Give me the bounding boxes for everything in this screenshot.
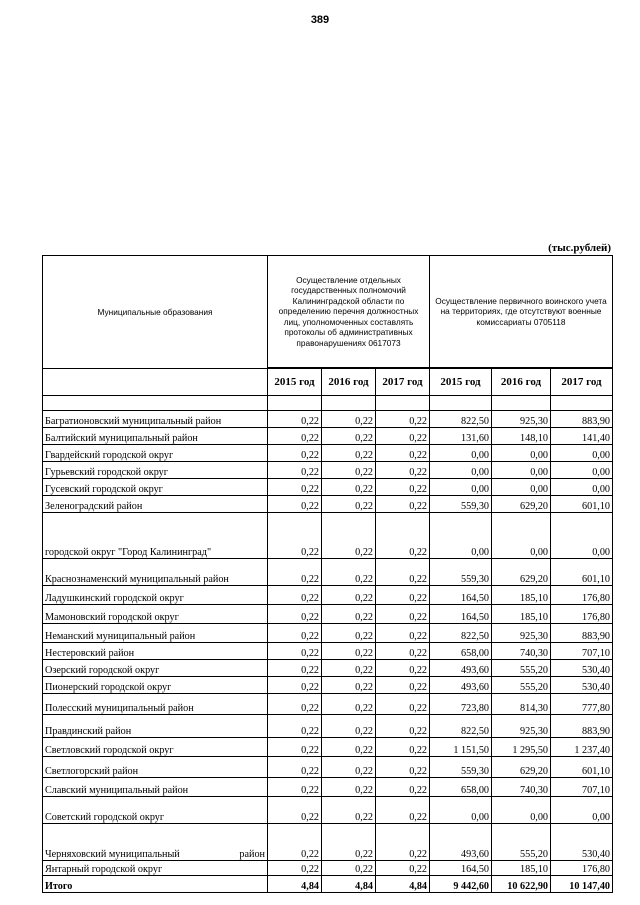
amount-cell: 629,20 — [492, 496, 551, 513]
amount-cell: 0,22 — [376, 660, 430, 677]
table-row — [43, 462, 613, 479]
amount-cell: 658,00 — [430, 778, 492, 797]
table-row — [43, 428, 613, 445]
amount-cell: 0,22 — [376, 586, 430, 605]
amount-cell: 0,22 — [268, 643, 322, 660]
table-row — [43, 677, 613, 694]
amount-cell: 176,80 — [551, 586, 613, 605]
municipality-name: Ладушкинский городской округ — [43, 586, 268, 605]
amount-cell: 0,22 — [322, 677, 376, 694]
amount-cell: 0,22 — [376, 445, 430, 462]
amount-cell: 814,30 — [492, 694, 551, 715]
amount-cell: 530,40 — [551, 824, 613, 861]
amount-cell: 0,22 — [322, 738, 376, 757]
municipality-name: городской округ "Город Калининград" — [43, 513, 268, 559]
amount-cell: 0,00 — [492, 445, 551, 462]
amount-cell: 0,22 — [322, 428, 376, 445]
amount-cell: 164,50 — [430, 861, 492, 876]
amount-cell: 0,22 — [268, 778, 322, 797]
amount-cell: 883,90 — [551, 411, 613, 428]
municipality-name: Правдинский район — [43, 715, 268, 738]
table-row — [43, 479, 613, 496]
amount-cell: 0,22 — [268, 411, 322, 428]
amount-cell: 0,22 — [268, 559, 322, 586]
amount-cell: 0,22 — [322, 643, 376, 660]
spacer-row — [43, 396, 613, 411]
total-row — [43, 876, 613, 893]
year-header: 2015 год — [268, 369, 322, 396]
amount-cell: 4,84 — [268, 876, 322, 893]
amount-cell: 559,30 — [430, 496, 492, 513]
amount-cell: 0,22 — [268, 738, 322, 757]
year-header-row — [43, 369, 613, 396]
amount-cell: 601,10 — [551, 757, 613, 778]
amount-cell: 0,00 — [551, 479, 613, 496]
table-row — [43, 624, 613, 643]
amount-cell: 601,10 — [551, 559, 613, 586]
amount-cell: 0,22 — [376, 677, 430, 694]
table-body — [43, 396, 613, 893]
municipality-name — [43, 824, 268, 861]
municipality-name: Краснознаменский муниципальный район — [43, 559, 268, 586]
amount-cell: 723,80 — [430, 694, 492, 715]
municipality-name: Славский муниципальный район — [43, 778, 268, 797]
municipality-name: Пионерский городской округ — [43, 677, 268, 694]
amount-cell: 925,30 — [492, 411, 551, 428]
amount-cell: 0,22 — [376, 605, 430, 624]
amount-cell: 530,40 — [551, 660, 613, 677]
amount-cell: 0,00 — [430, 513, 492, 559]
group-header-row — [43, 256, 613, 368]
amount-cell: 0,00 — [492, 462, 551, 479]
amount-cell: 493,60 — [430, 824, 492, 861]
amount-cell: 0,22 — [322, 660, 376, 677]
amount-cell: 0,00 — [551, 513, 613, 559]
amount-cell: 0,22 — [376, 428, 430, 445]
amount-cell: 141,40 — [551, 428, 613, 445]
year-header: 2017 год — [551, 369, 613, 396]
amount-cell: 0,00 — [551, 445, 613, 462]
amount-cell: 559,30 — [430, 757, 492, 778]
municipality-name: Багратионовский муниципальный район — [43, 411, 268, 428]
amount-cell: 0,22 — [376, 797, 430, 824]
amount-cell: 0,22 — [376, 778, 430, 797]
amount-cell: 0,22 — [376, 462, 430, 479]
amount-cell: 493,60 — [430, 677, 492, 694]
amount-cell: 0,22 — [268, 694, 322, 715]
amount-cell: 0,22 — [376, 624, 430, 643]
amount-cell: 0,00 — [430, 797, 492, 824]
amount-cell: 0,00 — [430, 462, 492, 479]
amount-cell: 0,22 — [322, 513, 376, 559]
amount-cell: 0,22 — [268, 797, 322, 824]
military-registration-header: Осуществление первичного воинского учета на территориях, где отсутствуют военные комиссариаты 0705118 — [430, 256, 613, 368]
amount-cell: 555,20 — [492, 824, 551, 861]
table-row — [43, 411, 613, 428]
table-row — [43, 643, 613, 660]
amount-cell: 740,30 — [492, 778, 551, 797]
table-row — [43, 824, 613, 861]
municipality-name: Итого — [43, 876, 268, 893]
amount-cell: 0,22 — [268, 462, 322, 479]
amount-cell: 148,10 — [492, 428, 551, 445]
amount-cell: 0,22 — [322, 462, 376, 479]
amount-cell: 0,22 — [322, 559, 376, 586]
amount-cell: 0,22 — [376, 824, 430, 861]
amount-cell: 0,22 — [268, 496, 322, 513]
municipality-name: Полесский муниципальный район — [43, 694, 268, 715]
municipality-name: Гусевский городской округ — [43, 479, 268, 496]
table-row — [43, 445, 613, 462]
amount-cell: 883,90 — [551, 715, 613, 738]
amount-cell: 1 295,50 — [492, 738, 551, 757]
amount-cell: 658,00 — [430, 643, 492, 660]
amount-cell: 10 622,90 — [492, 876, 551, 893]
units-label: (тыс.рублей) — [548, 242, 611, 254]
amount-cell: 707,10 — [551, 643, 613, 660]
amount-cell: 0,22 — [322, 861, 376, 876]
year-header: 2015 год — [430, 369, 492, 396]
municipality-name: Неманский муниципальный район — [43, 624, 268, 643]
amount-cell: 559,30 — [430, 559, 492, 586]
municipality-name-part: район — [239, 849, 265, 860]
amount-cell: 176,80 — [551, 861, 613, 876]
amount-cell: 131,60 — [430, 428, 492, 445]
amount-cell: 883,90 — [551, 624, 613, 643]
amount-cell: 0,22 — [268, 861, 322, 876]
amount-cell: 0,22 — [268, 715, 322, 738]
amount-cell: 4,84 — [376, 876, 430, 893]
municipality-name: Светловский городской округ — [43, 738, 268, 757]
amount-cell: 777,80 — [551, 694, 613, 715]
amount-cell: 0,22 — [376, 694, 430, 715]
amount-cell: 0,22 — [376, 715, 430, 738]
amount-cell: 0,22 — [322, 445, 376, 462]
amount-cell: 0,22 — [268, 605, 322, 624]
amount-cell: 493,60 — [430, 660, 492, 677]
amount-cell: 0,22 — [268, 624, 322, 643]
municipality-name-part: Черняховский муниципальный — [45, 849, 180, 860]
amount-cell: 0,22 — [376, 643, 430, 660]
amount-cell: 0,00 — [492, 479, 551, 496]
amount-cell: 9 442,60 — [430, 876, 492, 893]
admin-protocols-header: Осуществление отдельных государственных полномочий Калининградской области по определению перечня должностных лиц, уполномоченных составлять протоколы об административных правонарушениях 0617073 — [268, 256, 430, 368]
amount-cell: 10 147,40 — [551, 876, 613, 893]
amount-cell: 0,00 — [551, 462, 613, 479]
amount-cell: 601,10 — [551, 496, 613, 513]
table-row — [43, 738, 613, 757]
amount-cell: 185,10 — [492, 586, 551, 605]
subsidy-table — [42, 255, 613, 893]
year-header: 2016 год — [322, 369, 376, 396]
amount-cell: 0,22 — [376, 513, 430, 559]
amount-cell: 0,22 — [376, 496, 430, 513]
amount-cell: 1 151,50 — [430, 738, 492, 757]
amount-cell: 0,22 — [268, 586, 322, 605]
amount-cell: 0,00 — [430, 445, 492, 462]
amount-cell: 0,22 — [322, 605, 376, 624]
amount-cell: 0,22 — [376, 757, 430, 778]
year-header: 2016 год — [492, 369, 551, 396]
page-number: 389 — [310, 14, 330, 26]
municipality-name: Балтийский муниципальный район — [43, 428, 268, 445]
amount-cell: 1 237,40 — [551, 738, 613, 757]
amount-cell: 0,22 — [268, 824, 322, 861]
amount-cell: 629,20 — [492, 757, 551, 778]
table-row — [43, 797, 613, 824]
table-row — [43, 586, 613, 605]
amount-cell: 164,50 — [430, 605, 492, 624]
amount-cell: 0,22 — [322, 479, 376, 496]
amount-cell: 925,30 — [492, 715, 551, 738]
amount-cell: 555,20 — [492, 677, 551, 694]
municipality-name: Советский городской округ — [43, 797, 268, 824]
amount-cell: 0,22 — [322, 757, 376, 778]
table-row — [43, 605, 613, 624]
municipality-name: Мамоновский городской округ — [43, 605, 268, 624]
amount-cell: 0,22 — [376, 411, 430, 428]
amount-cell: 185,10 — [492, 861, 551, 876]
amount-cell: 0,22 — [376, 479, 430, 496]
municipality-name: Гурьевский городской округ — [43, 462, 268, 479]
amount-cell: 0,22 — [376, 861, 430, 876]
table-row — [43, 861, 613, 876]
amount-cell: 629,20 — [492, 559, 551, 586]
amount-cell: 0,22 — [268, 757, 322, 778]
municipality-name: Нестеровский район — [43, 643, 268, 660]
amount-cell: 530,40 — [551, 677, 613, 694]
amount-cell: 555,20 — [492, 660, 551, 677]
municipality-name: Светлогорский район — [43, 757, 268, 778]
table-row — [43, 757, 613, 778]
amount-cell: 0,22 — [322, 586, 376, 605]
amount-cell: 0,00 — [492, 797, 551, 824]
amount-cell: 0,22 — [268, 445, 322, 462]
amount-cell: 0,22 — [322, 824, 376, 861]
amount-cell: 0,22 — [322, 624, 376, 643]
table-row — [43, 559, 613, 586]
municipality-name: Янтарный городской округ — [43, 861, 268, 876]
table-row — [43, 778, 613, 797]
year-header: 2017 год — [376, 369, 430, 396]
amount-cell: 0,22 — [322, 715, 376, 738]
amount-cell: 822,50 — [430, 411, 492, 428]
amount-cell: 0,22 — [376, 559, 430, 586]
amount-cell: 925,30 — [492, 624, 551, 643]
amount-cell: 740,30 — [492, 643, 551, 660]
amount-cell: 0,00 — [492, 513, 551, 559]
table-row — [43, 715, 613, 738]
municipality-name: Озерский городской округ — [43, 660, 268, 677]
municipality-name: Зеленоградский район — [43, 496, 268, 513]
amount-cell: 185,10 — [492, 605, 551, 624]
amount-cell: 0,00 — [551, 797, 613, 824]
amount-cell: 0,22 — [268, 677, 322, 694]
amount-cell: 0,22 — [268, 479, 322, 496]
amount-cell: 4,84 — [322, 876, 376, 893]
amount-cell: 0,22 — [322, 778, 376, 797]
municipality-name: Гвардейский городской округ — [43, 445, 268, 462]
amount-cell: 0,22 — [376, 738, 430, 757]
amount-cell: 0,22 — [268, 513, 322, 559]
table-row — [43, 496, 613, 513]
amount-cell: 0,22 — [322, 797, 376, 824]
table-row — [43, 660, 613, 677]
amount-cell: 0,22 — [268, 428, 322, 445]
amount-cell: 0,22 — [322, 694, 376, 715]
amount-cell: 176,80 — [551, 605, 613, 624]
amount-cell: 0,22 — [322, 496, 376, 513]
amount-cell: 822,50 — [430, 715, 492, 738]
table-row — [43, 513, 613, 559]
amount-cell: 0,22 — [268, 660, 322, 677]
amount-cell: 0,22 — [322, 411, 376, 428]
amount-cell: 164,50 — [430, 586, 492, 605]
amount-cell: 0,00 — [430, 479, 492, 496]
municipality-header: Муниципальные образования — [43, 256, 268, 369]
table-row — [43, 694, 613, 715]
amount-cell: 707,10 — [551, 778, 613, 797]
amount-cell: 822,50 — [430, 624, 492, 643]
